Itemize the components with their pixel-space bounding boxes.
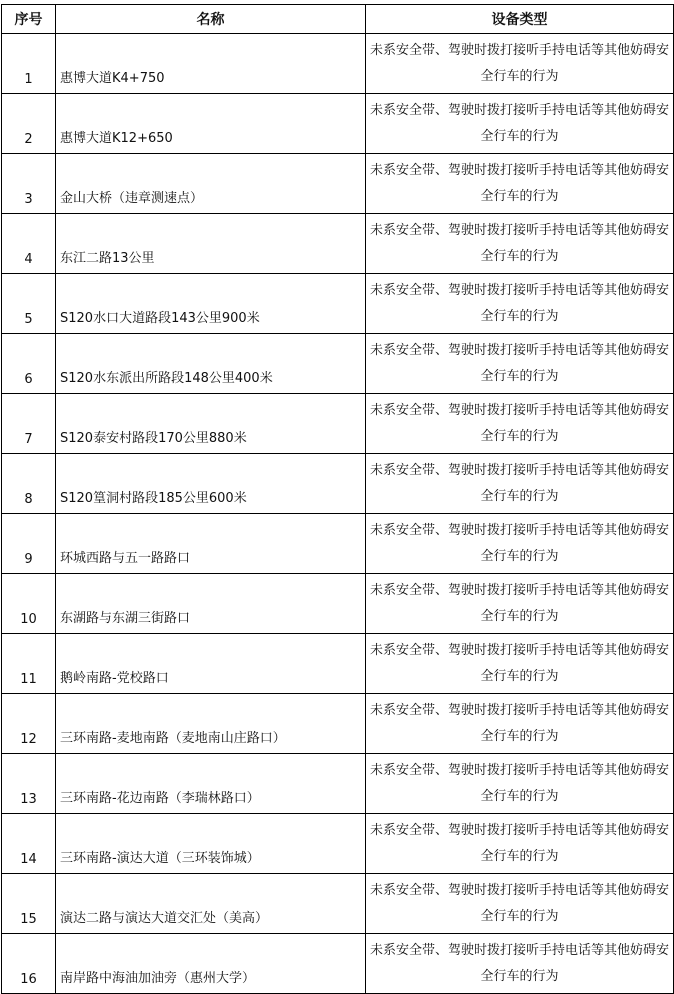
row-index: 16 (2, 934, 56, 994)
table-body (2, 34, 674, 994)
table-row (2, 454, 674, 514)
row-name: 三环南路-演达大道（三环装饰城） (56, 814, 366, 874)
column-header-name: 名称 (56, 5, 366, 34)
table-row (2, 274, 674, 334)
row-name: 演达二路与演达大道交汇处（美高） (56, 874, 366, 934)
table-row (2, 334, 674, 394)
row-index: 3 (2, 154, 56, 214)
row-name: 三环南路-麦地南路（麦地南山庄路口） (56, 694, 366, 754)
row-type: 未系安全带、驾驶时拨打接听手持电话等其他妨碍安全行车的行为 (366, 154, 674, 214)
row-name: 三环南路-花边南路（李瑞林路口） (56, 754, 366, 814)
table-row (2, 214, 674, 274)
row-index: 1 (2, 34, 56, 94)
row-name: 环城西路与五一路路口 (56, 514, 366, 574)
row-index: 8 (2, 454, 56, 514)
row-name: 惠博大道K12+650 (56, 94, 366, 154)
table-row (2, 934, 674, 994)
row-index: 15 (2, 874, 56, 934)
table-row (2, 574, 674, 634)
row-type: 未系安全带、驾驶时拨打接听手持电话等其他妨碍安全行车的行为 (366, 94, 674, 154)
row-type: 未系安全带、驾驶时拨打接听手持电话等其他妨碍安全行车的行为 (366, 34, 674, 94)
row-index: 14 (2, 814, 56, 874)
table-row (2, 394, 674, 454)
row-type: 未系安全带、驾驶时拨打接听手持电话等其他妨碍安全行车的行为 (366, 514, 674, 574)
row-type: 未系安全带、驾驶时拨打接听手持电话等其他妨碍安全行车的行为 (366, 334, 674, 394)
row-name: 东湖路与东湖三街路口 (56, 574, 366, 634)
row-name: 鹅岭南路-党校路口 (56, 634, 366, 694)
row-index: 6 (2, 334, 56, 394)
row-type: 未系安全带、驾驶时拨打接听手持电话等其他妨碍安全行车的行为 (366, 394, 674, 454)
document-page (1, 4, 674, 994)
column-header-index: 序号 (2, 5, 56, 34)
row-index: 13 (2, 754, 56, 814)
row-name: S120篁洞村路段185公里600米 (56, 454, 366, 514)
table-row (2, 34, 674, 94)
row-type: 未系安全带、驾驶时拨打接听手持电话等其他妨碍安全行车的行为 (366, 274, 674, 334)
table-row (2, 754, 674, 814)
row-type: 未系安全带、驾驶时拨打接听手持电话等其他妨碍安全行车的行为 (366, 574, 674, 634)
row-type: 未系安全带、驾驶时拨打接听手持电话等其他妨碍安全行车的行为 (366, 694, 674, 754)
column-header-type: 设备类型 (366, 5, 674, 34)
row-name: 东江二路13公里 (56, 214, 366, 274)
camera-location-table (1, 4, 674, 994)
table-row (2, 694, 674, 754)
table-row (2, 154, 674, 214)
row-index: 5 (2, 274, 56, 334)
table-row (2, 634, 674, 694)
table-row (2, 94, 674, 154)
row-name: 南岸路中海油加油旁（惠州大学） (56, 934, 366, 994)
row-name: 金山大桥（违章测速点） (56, 154, 366, 214)
row-type: 未系安全带、驾驶时拨打接听手持电话等其他妨碍安全行车的行为 (366, 634, 674, 694)
row-type: 未系安全带、驾驶时拨打接听手持电话等其他妨碍安全行车的行为 (366, 814, 674, 874)
row-type: 未系安全带、驾驶时拨打接听手持电话等其他妨碍安全行车的行为 (366, 454, 674, 514)
row-name: 惠博大道K4+750 (56, 34, 366, 94)
row-index: 11 (2, 634, 56, 694)
row-index: 2 (2, 94, 56, 154)
row-index: 4 (2, 214, 56, 274)
row-name: S120水东派出所路段148公里400米 (56, 334, 366, 394)
row-type: 未系安全带、驾驶时拨打接听手持电话等其他妨碍安全行车的行为 (366, 934, 674, 994)
row-index: 12 (2, 694, 56, 754)
row-index: 10 (2, 574, 56, 634)
row-index: 9 (2, 514, 56, 574)
table-header-row (2, 5, 674, 34)
row-type: 未系安全带、驾驶时拨打接听手持电话等其他妨碍安全行车的行为 (366, 214, 674, 274)
row-name: S120泰安村路段170公里880米 (56, 394, 366, 454)
row-name: S120水口大道路段143公里900米 (56, 274, 366, 334)
row-type: 未系安全带、驾驶时拨打接听手持电话等其他妨碍安全行车的行为 (366, 874, 674, 934)
row-type: 未系安全带、驾驶时拨打接听手持电话等其他妨碍安全行车的行为 (366, 754, 674, 814)
row-index: 7 (2, 394, 56, 454)
table-row (2, 514, 674, 574)
table-row (2, 814, 674, 874)
